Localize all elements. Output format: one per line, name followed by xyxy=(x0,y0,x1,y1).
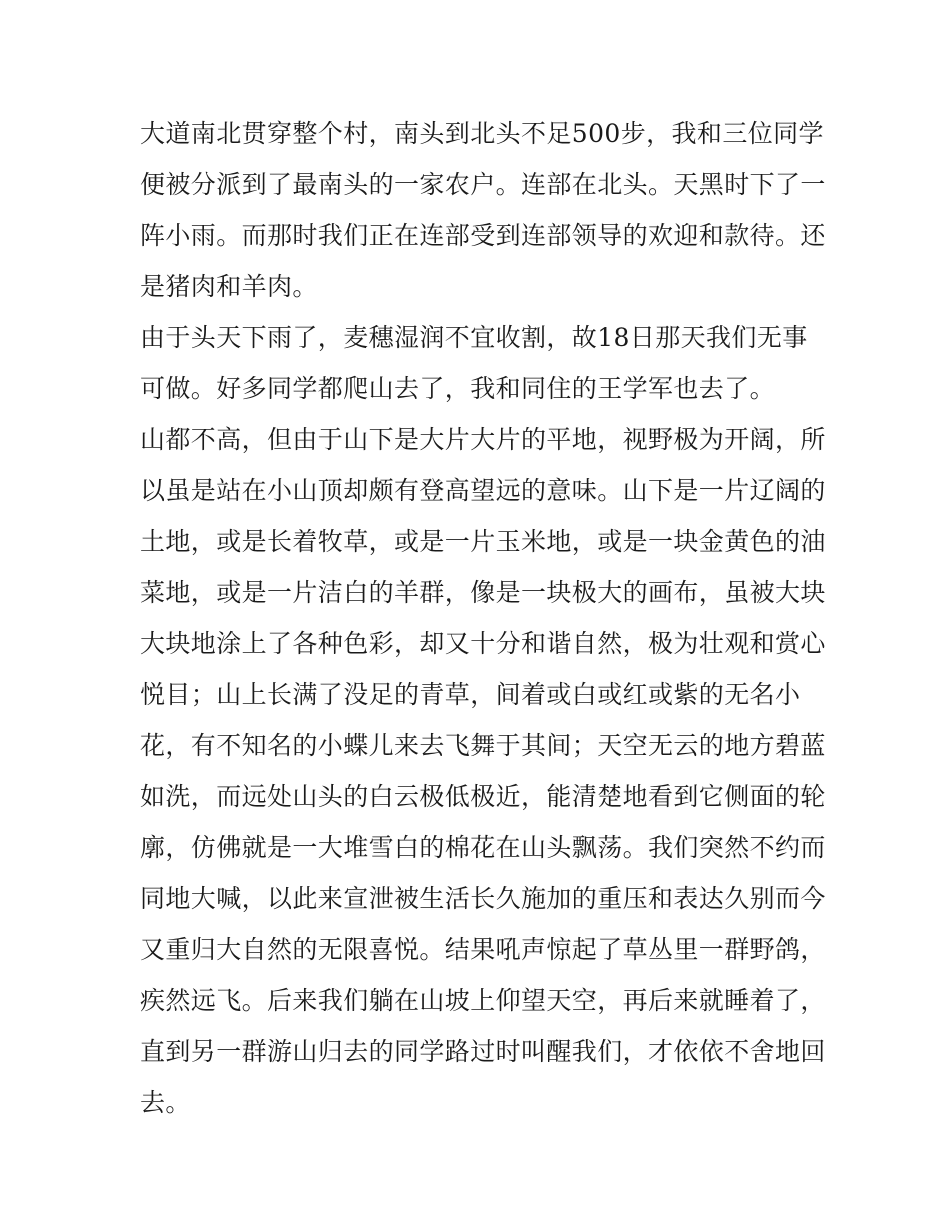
text-line: 由于头天下雨了，麦穗湿润不宜收割，故18日那天我们无事 xyxy=(140,323,808,352)
text-line: 疾然远飞。后来我们躺在山坡上仰望天空，再后来就睡着了， xyxy=(140,986,826,1015)
text-line: 阵小雨。而那时我们正在连部受到连部领导的欢迎和款待。还 xyxy=(140,221,826,250)
text-line: 悦目；山上长满了没足的青草，间着或白或红或紫的无名小 xyxy=(140,680,801,709)
text-line: 去。 xyxy=(140,1088,191,1117)
text-line: 又重归大自然的无限喜悦。结果吼声惊起了草丛里一群野鸽， xyxy=(140,935,826,964)
text-line: 山都不高，但由于山下是大片大片的平地，视野极为开阔，所 xyxy=(140,425,826,454)
text-line: 如洗，而远处山头的白云极低极近，能清楚地看到它侧面的轮 xyxy=(140,782,826,811)
text-line: 便被分派到了最南头的一家农户。连部在北头。天黑时下了一 xyxy=(140,170,826,199)
text-line: 廓，仿佛就是一大堆雪白的棉花在山头飘荡。我们突然不约而 xyxy=(140,833,826,862)
text-line: 可做。好多同学都爬山去了，我和同住的王学军也去了。 xyxy=(140,374,776,403)
text-line: 菜地，或是一片洁白的羊群，像是一块极大的画布，虽被大块 xyxy=(140,578,826,607)
text-line: 是猪肉和羊肉。 xyxy=(140,272,318,301)
text-line: 直到另一群游山归去的同学路过时叫醒我们，才依依不舍地回 xyxy=(140,1037,826,1066)
text-line: 大道南北贯穿整个村，南头到北头不足500步，我和三位同学 xyxy=(140,119,824,148)
text-line: 花，有不知名的小蝶儿来去飞舞于其间；天空无云的地方碧蓝 xyxy=(140,731,826,760)
text-line: 大块地涂上了各种色彩，却又十分和谐自然，极为壮观和赏心 xyxy=(140,629,826,658)
body-text xyxy=(140,108,826,1128)
text-line: 同地大喊，以此来宣泄被生活长久施加的重压和表达久别而今 xyxy=(140,884,826,913)
text-line: 以虽是站在小山顶却颇有登高望远的意味。山下是一片辽阔的 xyxy=(140,476,826,505)
text-line: 土地，或是长着牧草，或是一片玉米地，或是一块金黄色的油 xyxy=(140,527,826,556)
